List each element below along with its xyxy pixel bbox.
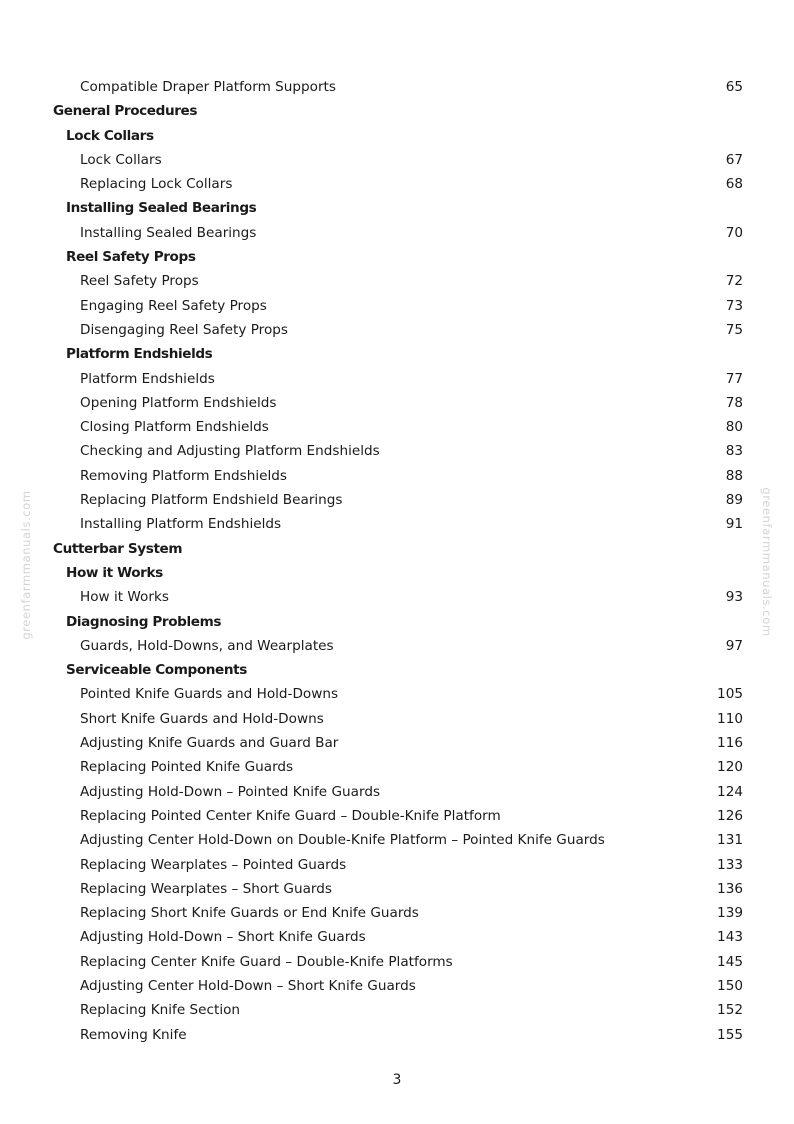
- toc-entry-title: Diagnosing Problems: [66, 613, 222, 630]
- toc-entry-page: 133: [717, 856, 743, 873]
- toc-entry[interactable]: [53, 901, 743, 925]
- toc-entry-title: Replacing Center Knife Guard – Double-Knife Platforms: [80, 953, 453, 970]
- toc-entry-page: 91: [725, 516, 743, 533]
- toc-entry-title: Lock Collars: [66, 127, 154, 144]
- toc-entry-page: 75: [725, 321, 743, 338]
- page-number: 3: [392, 1072, 402, 1088]
- toc-entry-title: How it Works: [80, 589, 169, 606]
- toc-entry[interactable]: [53, 415, 743, 439]
- toc-entry-title: Cutterbar System: [53, 540, 183, 557]
- toc-entry[interactable]: [53, 998, 743, 1022]
- toc-entry-page: 68: [725, 176, 743, 193]
- toc-entry-title: Compatible Draper Platform Supports: [80, 79, 336, 95]
- toc-entry-title: Disengaging Reel Safety Props: [80, 321, 288, 338]
- toc-entry-page: 152: [717, 1002, 743, 1019]
- toc-entry-title: Closing Platform Endshields: [80, 419, 269, 436]
- toc-entry[interactable]: [53, 439, 743, 463]
- toc-entry[interactable]: [53, 707, 743, 731]
- toc-entry[interactable]: [53, 75, 743, 99]
- toc-entry[interactable]: [53, 391, 743, 415]
- toc-entry-page: 72: [725, 273, 743, 290]
- toc-entry-title: Replacing Knife Section: [80, 1002, 241, 1019]
- toc-entry-title: Adjusting Hold-Down – Short Knife Guards: [80, 929, 366, 946]
- toc-entry[interactable]: [53, 925, 743, 949]
- toc-entry[interactable]: [53, 318, 743, 342]
- toc-entry-title: Installing Sealed Bearings: [80, 224, 257, 241]
- toc-entry-title: Replacing Wearplates – Pointed Guards: [80, 856, 347, 873]
- toc-entry-title: Reel Safety Props: [80, 273, 199, 290]
- toc-entry-title: Replacing Short Knife Guards or End Knife Guards: [80, 905, 419, 922]
- toc-entry-title: General Procedures: [53, 103, 198, 120]
- toc-entry-title: Replacing Pointed Center Knife Guard – Double-Knife Platform: [80, 807, 501, 824]
- toc-entry[interactable]: [53, 828, 743, 852]
- watermark-left: greenfarmmanuals.com: [19, 490, 33, 640]
- toc-entry-page: 105: [717, 686, 743, 703]
- toc-subsection-heading[interactable]: [53, 658, 743, 682]
- toc-subsection-heading[interactable]: [53, 124, 743, 148]
- toc-entry-title: Replacing Wearplates – Short Guards: [80, 880, 332, 897]
- toc-entry-title: Pointed Knife Guards and Hold-Downs: [80, 686, 339, 703]
- toc-entry-title: Adjusting Center Hold-Down on Double-Knife Platform – Pointed Knife Guards: [80, 832, 605, 849]
- toc-entry[interactable]: [53, 294, 743, 318]
- toc-entry[interactable]: [53, 488, 743, 512]
- toc-entry[interactable]: [53, 950, 743, 974]
- toc-subsection-heading[interactable]: [53, 342, 743, 366]
- toc-entry-page: 136: [717, 880, 743, 897]
- toc-entry-page: 131: [717, 832, 743, 849]
- toc-section-heading[interactable]: [53, 99, 743, 123]
- toc-entry[interactable]: [53, 585, 743, 609]
- toc-entry[interactable]: [53, 464, 743, 488]
- toc-entry-title: Replacing Pointed Knife Guards: [80, 759, 294, 776]
- toc-entry[interactable]: [53, 367, 743, 391]
- toc-subsection-heading[interactable]: [53, 196, 743, 220]
- toc-entry-page: 110: [717, 710, 743, 727]
- toc-entry[interactable]: [53, 877, 743, 901]
- toc-entry-page: 93: [725, 589, 743, 606]
- toc-entry-title: Platform Endshields: [66, 346, 213, 363]
- toc-entry-title: Engaging Reel Safety Props: [80, 297, 267, 314]
- toc-entry-title: Installing Platform Endshields: [80, 516, 282, 533]
- toc-entry-page: 139: [717, 905, 743, 922]
- toc-entry-page: 126: [717, 807, 743, 824]
- toc-entry-page: 70: [725, 224, 743, 241]
- toc-entry-page: 78: [725, 394, 743, 411]
- toc-entry-page: 67: [725, 151, 743, 168]
- toc-entry[interactable]: [53, 1023, 743, 1047]
- toc-section-heading[interactable]: [53, 537, 743, 561]
- toc-entry[interactable]: [53, 731, 743, 755]
- toc-entry-page: 155: [717, 1026, 743, 1043]
- toc-entry[interactable]: [53, 634, 743, 658]
- toc-entry-page: 116: [717, 735, 743, 752]
- toc-entry-page: 97: [725, 637, 743, 654]
- toc-entry-title: Removing Knife: [80, 1026, 187, 1043]
- toc-entry-page: 77: [725, 370, 743, 387]
- toc-entry-page: 145: [717, 953, 743, 970]
- toc-entry[interactable]: [53, 172, 743, 196]
- toc-entry-page: 124: [717, 783, 743, 800]
- toc-entry-page: 83: [725, 443, 743, 460]
- toc-entry-title: Replacing Lock Collars: [80, 176, 233, 193]
- toc-subsection-heading[interactable]: [53, 561, 743, 585]
- toc-entry[interactable]: [53, 221, 743, 245]
- toc-entry-title: Lock Collars: [80, 151, 162, 168]
- toc-entry-title: Installing Sealed Bearings: [66, 200, 257, 217]
- toc-entry-title: Reel Safety Props: [66, 249, 196, 266]
- toc-entry-title: Removing Platform Endshields: [80, 467, 287, 484]
- toc-entry-page: 80: [725, 419, 743, 436]
- toc-entry-title: Serviceable Components: [66, 662, 247, 679]
- toc-entry[interactable]: [53, 682, 743, 706]
- toc-entry[interactable]: [53, 755, 743, 779]
- toc-entry-page: 65: [725, 79, 743, 95]
- toc-entry-page: 89: [725, 492, 743, 509]
- watermark-right: greenfarmmanuals.com: [760, 487, 774, 637]
- toc-subsection-heading[interactable]: [53, 610, 743, 634]
- toc-subsection-heading[interactable]: [53, 245, 743, 269]
- toc-entry-title: Replacing Platform Endshield Bearings: [80, 492, 343, 509]
- toc-entry-title: Opening Platform Endshields: [80, 394, 277, 411]
- toc-entry-page: 73: [725, 297, 743, 314]
- toc-entry-title: Platform Endshields: [80, 370, 215, 387]
- toc-entry-page: 88: [725, 467, 743, 484]
- toc-entry[interactable]: [53, 804, 743, 828]
- toc-entry[interactable]: [53, 269, 743, 293]
- toc-entry-title: Checking and Adjusting Platform Endshields: [80, 443, 380, 460]
- toc-entry-page: 150: [717, 977, 743, 994]
- toc-entry-page: 143: [717, 929, 743, 946]
- toc-entry-title: Adjusting Knife Guards and Guard Bar: [80, 735, 339, 752]
- toc-entry-title: Adjusting Hold-Down – Pointed Knife Guards: [80, 783, 381, 800]
- toc-entry-page: 120: [717, 759, 743, 776]
- toc-entry-title: Adjusting Center Hold-Down – Short Knife Guards: [80, 977, 416, 994]
- toc-entry-title: Guards, Hold-Downs, and Wearplates: [80, 637, 334, 654]
- toc-entry[interactable]: [53, 853, 743, 877]
- table-of-contents: [53, 75, 743, 1047]
- toc-entry-title: How it Works: [66, 564, 163, 581]
- toc-entry[interactable]: [53, 974, 743, 998]
- toc-entry-title: Short Knife Guards and Hold-Downs: [80, 710, 324, 727]
- toc-entry[interactable]: [53, 512, 743, 536]
- toc-entry[interactable]: [53, 148, 743, 172]
- toc-entry[interactable]: [53, 780, 743, 804]
